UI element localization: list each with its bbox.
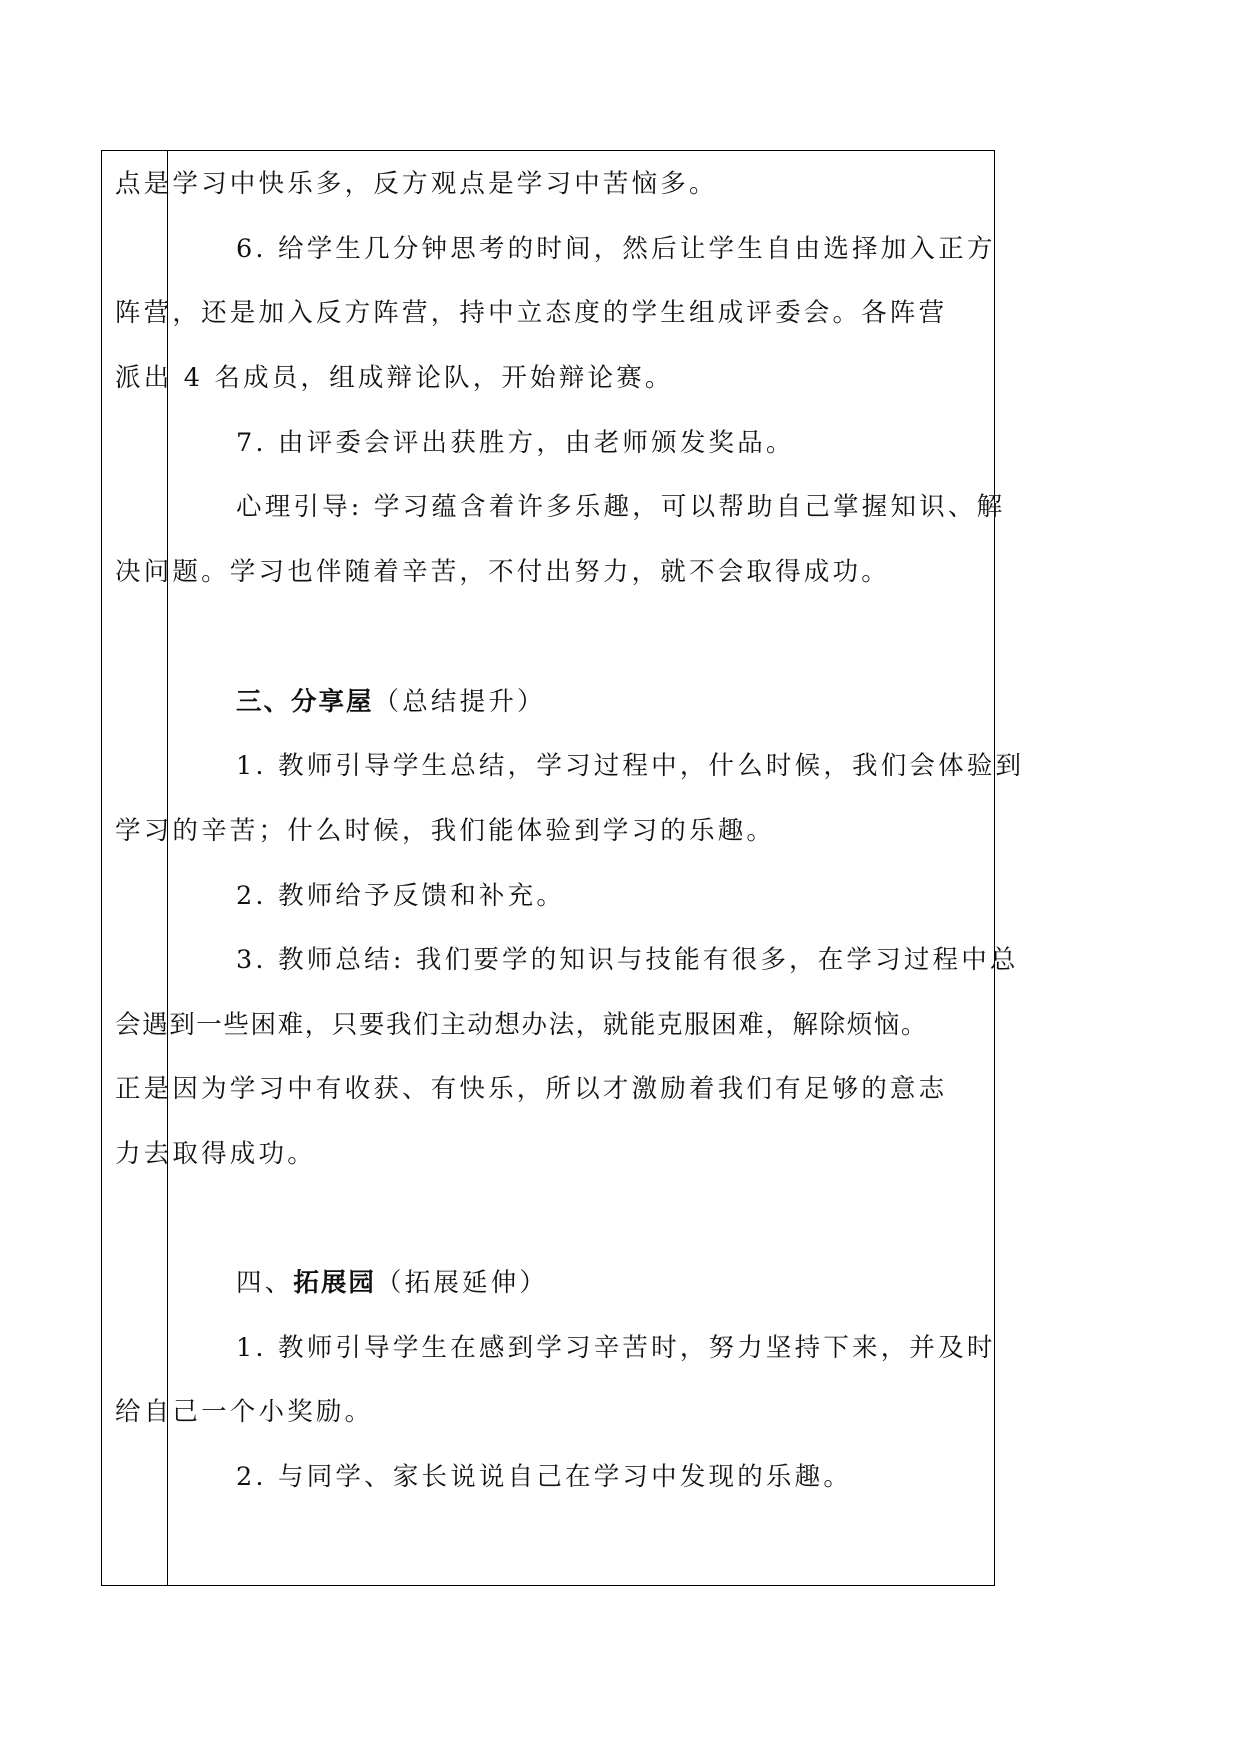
text-line: 1. 教师引导学生总结，学习过程中，什么时候，我们会体验到	[236, 751, 1025, 781]
text-line: 会遇到一些困难，只要我们主动想办法，就能克服困难，解除烦恼。	[115, 1010, 929, 1040]
text-line: 心理引导: 学习蕴含着许多乐趣，可以帮助自己掌握知识、解	[236, 492, 1006, 522]
section-heading-subtitle: （拓展延伸）	[375, 1268, 549, 1298]
text-line: 3. 教师总结: 我们要学的知识与技能有很多，在学习过程中总	[236, 945, 1019, 975]
text-line: 6. 给学生几分钟思考的时间，然后让学生自由选择加入正方	[236, 234, 996, 264]
section-heading-title: 拓展园	[293, 1268, 376, 1298]
text-line: 2. 教师给予反馈和补充。	[236, 881, 566, 911]
section-heading	[236, 1266, 981, 1300]
text-line: 学习的辛苦；什么时候，我们能体验到学习的乐趣。	[115, 816, 776, 846]
text-line: 派出 4 名成员，组成辩论队，开始辩论赛。	[115, 363, 674, 393]
section-heading-subtitle: （总结提升）	[373, 687, 546, 717]
section-heading-title: 三、分享屋	[236, 687, 374, 717]
section-heading-prefix: 四、	[236, 1268, 294, 1298]
text-line: 点是学习中快乐多，反方观点是学习中苦恼多。	[115, 169, 718, 199]
text-line: 正是因为学习中有收获、有快乐，所以才激励着我们有足够的意志	[115, 1074, 948, 1104]
text-line: 7. 由评委会评出获胜方，由老师颁发奖品。	[236, 428, 795, 458]
text-line: 力去取得成功。	[115, 1139, 316, 1169]
text-line: 阵营，还是加入反方阵营，持中立态度的学生组成评委会。各阵营	[115, 298, 948, 328]
text-line: 给自己一个小奖励。	[115, 1397, 374, 1427]
text-line: 2. 与同学、家长说说自己在学习中发现的乐趣。	[236, 1462, 853, 1492]
text-line: 1. 教师引导学生在感到学习辛苦时，努力坚持下来，并及时	[236, 1333, 996, 1363]
section-heading	[236, 685, 981, 719]
text-line: 决问题。学习也伴随着辛苦，不付出努力，就不会取得成功。	[115, 557, 890, 587]
